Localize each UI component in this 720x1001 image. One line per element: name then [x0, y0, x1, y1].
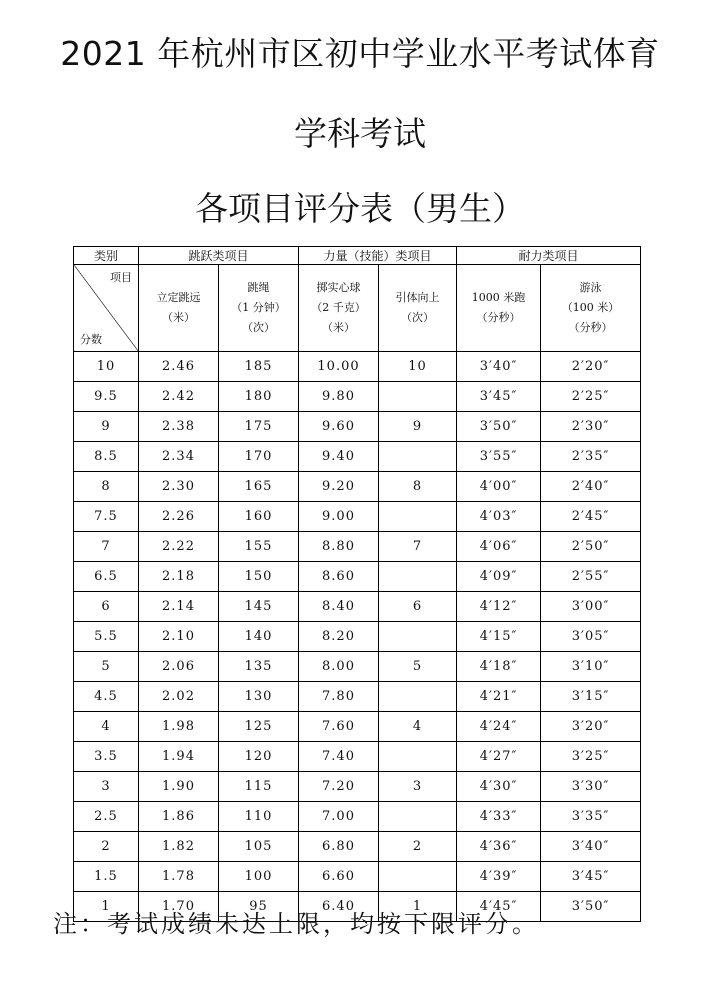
medicine-ball-cell: 6.60	[299, 862, 379, 892]
standing-long-jump-cell: 1.98	[139, 712, 219, 742]
table-row	[74, 622, 641, 652]
run-1000m-cell: 4′09″	[457, 562, 541, 592]
pull-ups-cell	[379, 862, 457, 892]
table-row	[74, 682, 641, 712]
header-jump-group: 跳跃类项目	[139, 247, 299, 265]
pull-ups-cell	[379, 742, 457, 772]
standing-long-jump-cell: 1.86	[139, 802, 219, 832]
medicine-ball-cell: 8.00	[299, 652, 379, 682]
pull-ups-cell: 10	[379, 352, 457, 382]
standing-long-jump-cell: 1.78	[139, 862, 219, 892]
table-row	[74, 412, 641, 442]
pull-ups-cell: 7	[379, 532, 457, 562]
rope-skipping-cell: 110	[219, 802, 299, 832]
swimming-cell: 3′15″	[541, 682, 641, 712]
pull-ups-cell	[379, 382, 457, 412]
pull-ups-cell	[379, 682, 457, 712]
rope-skipping-cell: 150	[219, 562, 299, 592]
table-row	[74, 442, 641, 472]
pull-ups-cell: 6	[379, 592, 457, 622]
score-cell: 7	[74, 532, 139, 562]
run-1000m-cell: 4′15″	[457, 622, 541, 652]
rope-skipping-cell: 140	[219, 622, 299, 652]
rope-skipping-cell: 145	[219, 592, 299, 622]
score-cell: 7.5	[74, 502, 139, 532]
swimming-cell: 2′35″	[541, 442, 641, 472]
rope-skipping-cell: 185	[219, 352, 299, 382]
col-header-standing-long-jump: 立定跳远 （米）	[139, 265, 219, 352]
swimming-cell: 3′45″	[541, 862, 641, 892]
run-1000m-cell: 4′00″	[457, 472, 541, 502]
medicine-ball-cell: 7.60	[299, 712, 379, 742]
medicine-ball-cell: 8.20	[299, 622, 379, 652]
swimming-cell: 3′40″	[541, 832, 641, 862]
corner-score-label: 分数	[80, 333, 102, 346]
standing-long-jump-cell: 2.34	[139, 442, 219, 472]
score-cell: 9	[74, 412, 139, 442]
swimming-cell: 3′10″	[541, 652, 641, 682]
standing-long-jump-cell: 2.02	[139, 682, 219, 712]
swimming-cell: 3′35″	[541, 802, 641, 832]
table-row	[74, 592, 641, 622]
standing-long-jump-cell: 1.94	[139, 742, 219, 772]
score-cell: 3.5	[74, 742, 139, 772]
run-1000m-cell: 4′03″	[457, 502, 541, 532]
col-header-medicine-ball: 掷实心球 （2 千克） （米）	[299, 265, 379, 352]
pull-ups-cell: 5	[379, 652, 457, 682]
table-row	[74, 862, 641, 892]
score-cell: 8.5	[74, 442, 139, 472]
score-cell: 5.5	[74, 622, 139, 652]
table-row	[74, 382, 641, 412]
pull-ups-cell: 1	[379, 892, 457, 922]
table-row	[74, 802, 641, 832]
swimming-cell: 2′20″	[541, 352, 641, 382]
rope-skipping-cell: 160	[219, 502, 299, 532]
scoring-table	[73, 246, 641, 922]
medicine-ball-cell: 7.80	[299, 682, 379, 712]
score-cell: 1.5	[74, 862, 139, 892]
pull-ups-cell: 8	[379, 472, 457, 502]
swimming-cell: 3′00″	[541, 592, 641, 622]
score-cell: 2.5	[74, 802, 139, 832]
pull-ups-cell	[379, 802, 457, 832]
pull-ups-cell	[379, 562, 457, 592]
standing-long-jump-cell: 1.82	[139, 832, 219, 862]
table-row	[74, 352, 641, 382]
table-row	[74, 532, 641, 562]
score-cell: 3	[74, 772, 139, 802]
swimming-cell: 2′40″	[541, 472, 641, 502]
rope-skipping-cell: 125	[219, 712, 299, 742]
run-1000m-cell: 4′12″	[457, 592, 541, 622]
standing-long-jump-cell: 2.06	[139, 652, 219, 682]
medicine-ball-cell: 8.80	[299, 532, 379, 562]
column-header-row	[74, 265, 641, 352]
medicine-ball-cell: 6.80	[299, 832, 379, 862]
swimming-cell: 3′30″	[541, 772, 641, 802]
score-cell: 10	[74, 352, 139, 382]
table-row	[74, 562, 641, 592]
standing-long-jump-cell: 2.22	[139, 532, 219, 562]
pull-ups-cell: 2	[379, 832, 457, 862]
swimming-cell: 2′25″	[541, 382, 641, 412]
corner-header-cell	[74, 265, 139, 352]
pull-ups-cell	[379, 442, 457, 472]
standing-long-jump-cell: 2.30	[139, 472, 219, 502]
swimming-cell: 2′50″	[541, 532, 641, 562]
score-cell: 8	[74, 472, 139, 502]
rope-skipping-cell: 175	[219, 412, 299, 442]
rope-skipping-cell: 135	[219, 652, 299, 682]
group-header-row	[74, 247, 641, 265]
run-1000m-cell: 4′06″	[457, 532, 541, 562]
standing-long-jump-cell: 2.46	[139, 352, 219, 382]
score-cell: 6	[74, 592, 139, 622]
standing-long-jump-cell: 2.18	[139, 562, 219, 592]
medicine-ball-cell: 8.40	[299, 592, 379, 622]
score-cell: 5	[74, 652, 139, 682]
score-cell: 4.5	[74, 682, 139, 712]
standing-long-jump-cell: 2.26	[139, 502, 219, 532]
table-row	[74, 502, 641, 532]
table-row	[74, 772, 641, 802]
document-title-line1: 2021 年杭州市区初中学业水平考试体育	[60, 34, 660, 73]
header-strength-group: 力量（技能）类项目	[299, 247, 457, 265]
pull-ups-cell: 9	[379, 412, 457, 442]
medicine-ball-cell: 9.80	[299, 382, 379, 412]
table-row	[74, 652, 641, 682]
pull-ups-cell: 3	[379, 772, 457, 802]
medicine-ball-cell: 9.00	[299, 502, 379, 532]
run-1000m-cell: 4′33″	[457, 802, 541, 832]
rope-skipping-cell: 100	[219, 862, 299, 892]
run-1000m-cell: 4′36″	[457, 832, 541, 862]
run-1000m-cell: 4′24″	[457, 712, 541, 742]
run-1000m-cell: 4′27″	[457, 742, 541, 772]
swimming-cell: 3′05″	[541, 622, 641, 652]
run-1000m-cell: 3′55″	[457, 442, 541, 472]
medicine-ball-cell: 10.00	[299, 352, 379, 382]
header-endurance-group: 耐力类项目	[457, 247, 641, 265]
medicine-ball-cell: 8.60	[299, 562, 379, 592]
swimming-cell: 3′50″	[541, 892, 641, 922]
table-row	[74, 832, 641, 862]
table-row	[74, 712, 641, 742]
medicine-ball-cell: 7.40	[299, 742, 379, 772]
rope-skipping-cell: 180	[219, 382, 299, 412]
rope-skipping-cell: 130	[219, 682, 299, 712]
medicine-ball-cell: 9.60	[299, 412, 379, 442]
col-header-rope-skipping: 跳绳 （1 分钟） （次）	[219, 265, 299, 352]
table-title: 各项目评分表（男生）	[195, 189, 525, 228]
swimming-cell: 2′55″	[541, 562, 641, 592]
score-cell: 2	[74, 832, 139, 862]
score-cell: 6.5	[74, 562, 139, 592]
standing-long-jump-cell: 2.10	[139, 622, 219, 652]
standing-long-jump-cell: 2.38	[139, 412, 219, 442]
score-cell: 4	[74, 712, 139, 742]
col-header-pull-ups: 引体向上 （次）	[379, 265, 457, 352]
standing-long-jump-cell: 2.14	[139, 592, 219, 622]
run-1000m-cell: 3′40″	[457, 352, 541, 382]
col-header-1000m-run: 1000 米跑 （分秒）	[457, 265, 541, 352]
standing-long-jump-cell: 2.42	[139, 382, 219, 412]
run-1000m-cell: 4′39″	[457, 862, 541, 892]
run-1000m-cell: 4′45″	[457, 892, 541, 922]
table-row	[74, 472, 641, 502]
swimming-cell: 3′20″	[541, 712, 641, 742]
pull-ups-cell	[379, 502, 457, 532]
run-1000m-cell: 4′30″	[457, 772, 541, 802]
rope-skipping-cell: 165	[219, 472, 299, 502]
score-cell: 1	[74, 892, 139, 922]
rope-skipping-cell: 170	[219, 442, 299, 472]
medicine-ball-cell: 9.20	[299, 472, 379, 502]
medicine-ball-cell: 7.20	[299, 772, 379, 802]
header-category: 类别	[74, 247, 139, 265]
standing-long-jump-cell: 1.70	[139, 892, 219, 922]
medicine-ball-cell: 7.00	[299, 802, 379, 832]
rope-skipping-cell: 115	[219, 772, 299, 802]
run-1000m-cell: 4′18″	[457, 652, 541, 682]
document-title-line2: 学科考试	[294, 114, 426, 153]
col-header-swimming: 游泳 （100 米） （分秒）	[541, 265, 641, 352]
run-1000m-cell: 4′21″	[457, 682, 541, 712]
corner-item-label: 项目	[110, 271, 132, 284]
medicine-ball-cell: 9.40	[299, 442, 379, 472]
rope-skipping-cell: 105	[219, 832, 299, 862]
footnote: 注：考试成绩未达上限，均按下限评分。	[53, 910, 539, 938]
table-row	[74, 742, 641, 772]
pull-ups-cell: 4	[379, 712, 457, 742]
score-cell: 9.5	[74, 382, 139, 412]
rope-skipping-cell: 120	[219, 742, 299, 772]
medicine-ball-cell: 6.40	[299, 892, 379, 922]
swimming-cell: 3′25″	[541, 742, 641, 772]
swimming-cell: 2′45″	[541, 502, 641, 532]
run-1000m-cell: 3′50″	[457, 412, 541, 442]
pull-ups-cell	[379, 622, 457, 652]
table-body	[74, 352, 641, 922]
swimming-cell: 2′30″	[541, 412, 641, 442]
rope-skipping-cell: 155	[219, 532, 299, 562]
rope-skipping-cell: 95	[219, 892, 299, 922]
run-1000m-cell: 3′45″	[457, 382, 541, 412]
standing-long-jump-cell: 1.90	[139, 772, 219, 802]
